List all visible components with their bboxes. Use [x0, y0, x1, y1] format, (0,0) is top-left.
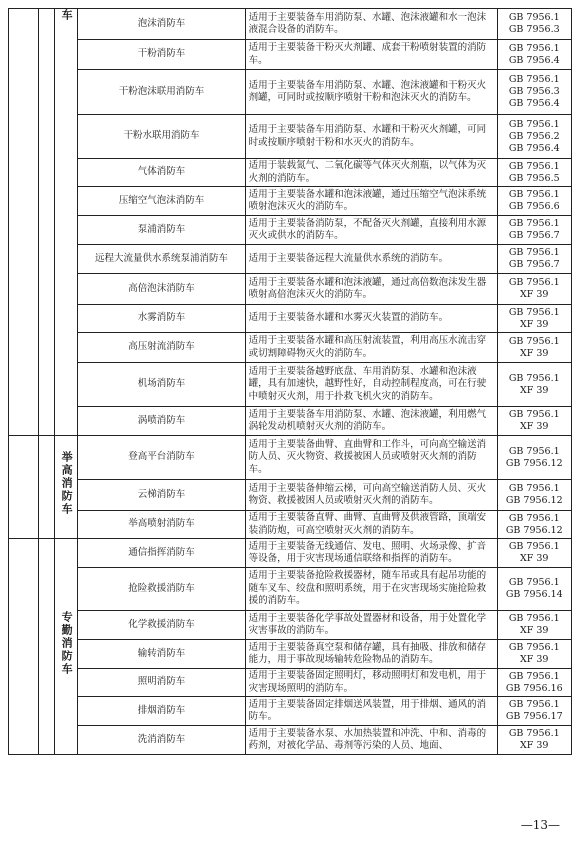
table-row: [9, 159, 572, 187]
standard-cell: [497, 187, 571, 216]
table-row: [9, 216, 572, 245]
standard-cell: [497, 480, 571, 511]
category-label: 车: [60, 9, 74, 22]
description-cell: 适用于主要装备干粉灭火剂罐、成套干粉喷射装置的消防车。: [245, 40, 497, 70]
standard-code: GB 7956.1: [508, 642, 560, 653]
standard-cell: [497, 697, 571, 726]
standard-code: XF 39: [520, 625, 549, 636]
standard-code: GB 7956.1: [508, 613, 560, 624]
blank-column-cell: [9, 9, 39, 436]
standard-code: GB 7956.1: [508, 306, 560, 318]
description-cell: 适用于主要装备越野底盘、车用消防泵、水罐和泡沫液罐，具有加速快，越野性好，自动控制程度高，可在行驶中喷射灭火剂，用于扑救飞机火灾的消防车。: [245, 363, 497, 407]
standard-cell: [497, 436, 571, 480]
vehicle-name-cell: 泡沫消防车: [78, 9, 245, 40]
standard-code: XF 39: [520, 654, 549, 665]
vehicle-name-cell: 远程大流量供水系统泵浦消防车: [78, 245, 245, 274]
blank-column-cell: [9, 436, 39, 539]
table-row: [9, 333, 572, 363]
standard-code: GB 7956.1: [508, 277, 560, 288]
vehicle-name-cell: 照明消防车: [78, 669, 245, 697]
table-row: [9, 70, 572, 115]
blank-column-cell: [38, 436, 54, 539]
standard-code: GB 7956.3: [508, 86, 560, 97]
standard-code: GB 7956.4: [508, 142, 560, 154]
table-row: [9, 115, 572, 159]
vehicle-name-cell: 干粉消防车: [78, 40, 245, 70]
description-cell: 适用于主要装备抢险救援器材，随车吊或具有起吊功能的随车叉车、绞盘和照明系统，用于在灾害现场实施抢险救援的消防车。: [245, 568, 497, 611]
description-cell: 适用于主要装备水罐和高压射流装置，利用高压水流击穿或切割障碍物灭火的消防车。: [245, 333, 497, 363]
vehicle-name-cell: 举高喷射消防车: [78, 511, 245, 539]
category-cell: [54, 9, 77, 436]
standard-cell: [497, 305, 571, 333]
standard-code: GB 7956.12: [505, 457, 563, 469]
table-row: [9, 539, 572, 568]
standard-code: GB 7956.14: [505, 589, 563, 600]
standard-code: GB 7956.1: [508, 577, 560, 588]
vehicle-name-cell: 输转消防车: [78, 640, 245, 669]
vehicle-name-cell: 高倍泡沫消防车: [78, 274, 245, 305]
standard-code: GB 7956.17: [505, 711, 563, 722]
description-cell: 适用于主要装备消防泵，不配备灭火剂罐，直接利用水源灭火或供水的消防车。: [245, 216, 497, 245]
description-cell: 适用于主要装备车用消防泵、水罐、泡沫液罐和干粉灭火剂罐，可同时或按顺序喷射干粉和泡沫灭火的消防车。: [245, 70, 497, 115]
table-row: [9, 611, 572, 640]
vehicle-name-cell: 登高平台消防车: [78, 436, 245, 480]
description-cell: 适用于主要装备直臂、曲臂、直曲臂及供液管路，顶端安装消防炮，可高空喷射灭火剂的消防车。: [245, 511, 497, 539]
standard-code: GB 7956.1: [508, 372, 560, 384]
vehicle-name-cell: 排烟消防车: [78, 697, 245, 726]
vehicle-name-cell: 泵浦消防车: [78, 216, 245, 245]
standard-code: XF 39: [520, 318, 549, 330]
table-row: [9, 669, 572, 697]
vehicle-name-cell: 抢险救援消防车: [78, 568, 245, 611]
description-cell: 适用于主要装备化学事故处置器材和设备，用于处置化学灾害事故的消防车。: [245, 611, 497, 640]
standard-cell: [497, 363, 571, 407]
category-label: 举高消防车: [60, 451, 74, 516]
standard-cell: [497, 669, 571, 697]
vehicle-name-cell: 机场消防车: [78, 363, 245, 407]
standard-code: GB 7956.1: [508, 74, 560, 85]
description-cell: 适用于装载氮气、二氧化碳等气体灭火剂瓶，以气体为灭火剂的消防车。: [245, 159, 497, 187]
vehicle-name-cell: 水雾消防车: [78, 305, 245, 333]
standard-code: GB 7956.1: [508, 483, 560, 494]
table-row: [9, 187, 572, 216]
standard-code: XF 39: [520, 740, 549, 751]
table-row: [9, 9, 572, 40]
standard-code: GB 7956.12: [505, 524, 563, 536]
blank-column-cell: [9, 539, 39, 755]
standard-code: GB 7956.1: [508, 699, 560, 710]
standard-code: GB 7956.1: [508, 670, 560, 682]
standard-code: GB 7956.1: [508, 160, 560, 172]
standard-cell: [497, 216, 571, 245]
standard-code: XF 39: [520, 347, 549, 359]
standard-cell: [497, 159, 571, 187]
standard-cell: [497, 407, 571, 436]
table-row: [9, 274, 572, 305]
standard-code: GB 7956.16: [505, 682, 563, 694]
category-cell: [54, 539, 77, 755]
description-cell: 适用于主要装备车用消防泵、水罐、泡沫液罐，利用燃气涡轮发动机喷射灭火剂的消防车。: [245, 407, 497, 436]
standard-code: XF 39: [520, 421, 549, 432]
standard-code: GB 7956.5: [508, 172, 560, 184]
standard-code: XF 39: [520, 289, 549, 300]
blank-column-cell: [38, 539, 54, 755]
standard-cell: [497, 511, 571, 539]
table-body: [9, 9, 572, 755]
description-cell: 适用于主要装备伸缩云梯，可向高空输送消防人员、灭火物资、救援被困人员或喷射灭火剂的消防车。: [245, 480, 497, 511]
vehicle-name-cell: 气体消防车: [78, 159, 245, 187]
vehicle-name-cell: 通信指挥消防车: [78, 539, 245, 568]
standard-code: GB 7956.1: [508, 12, 560, 23]
vehicle-name-cell: 干粉泡沫联用消防车: [78, 70, 245, 115]
description-cell: 适用于主要装备车用消防泵、水罐、泡沫液罐和水一泡沫液混合设备的消防车。: [245, 9, 497, 40]
standard-code: GB 7956.2: [508, 130, 560, 142]
description-cell: 适用于主要装备固定排烟送风装置，用于排烟、通风的消防车。: [245, 697, 497, 726]
table-row: [9, 480, 572, 511]
standard-cell: [497, 611, 571, 640]
description-cell: 适用于主要装备曲臂、直曲臂和工作斗，可向高空输送消防人员、灭火物资、救援被困人员或喷射灭火剂的消防车。: [245, 436, 497, 480]
description-cell: 适用于主要装备水罐和水雾灭火装置的消防车。: [245, 305, 497, 333]
standard-code: GB 7956.1: [508, 218, 560, 229]
description-cell: 适用于主要装备无线通信、发电、照明、火场录像、扩音等设备，用于灾害现场通信联络和指挥的消防车。: [245, 539, 497, 568]
vehicle-name-cell: 云梯消防车: [78, 480, 245, 511]
standard-code: GB 7956.1: [508, 118, 560, 130]
description-cell: 适用于主要装备水罐和泡沫液罐，通过高倍数泡沫发生器喷射高倍泡沫灭火的消防车。: [245, 274, 497, 305]
standard-code: GB 7956.7: [508, 230, 560, 241]
standard-code: GB 7956.1: [508, 335, 560, 347]
standard-cell: [497, 274, 571, 305]
standard-code: GB 7956.4: [508, 98, 560, 109]
standard-code: XF 39: [520, 553, 549, 564]
standard-code: GB 7956.3: [508, 24, 560, 35]
standard-cell: [497, 245, 571, 274]
table-row: [9, 305, 572, 333]
table-row: [9, 726, 572, 755]
standard-cell: [497, 333, 571, 363]
standard-code: GB 7956.1: [508, 728, 560, 739]
standard-code: GB 7956.1: [508, 512, 560, 524]
standard-code: GB 7956.1: [508, 189, 560, 200]
vehicle-name-cell: 化学救援消防车: [78, 611, 245, 640]
vehicle-name-cell: 干粉水联用消防车: [78, 115, 245, 159]
blank-column-cell: [38, 9, 54, 436]
description-cell: 适用于主要装备水泵、水加热装置和冲洗、中和、消毒的药剂，对被化学品、毒剂等污染的人员、地面、: [245, 726, 497, 755]
table-row: [9, 640, 572, 669]
standard-cell: [497, 70, 571, 115]
category-cell: [54, 436, 77, 539]
description-cell: 适用于主要装备水罐和泡沫液罐，通过压缩空气泡沫系统喷射泡沫灭火的消防车。: [245, 187, 497, 216]
standard-code: GB 7956.1: [508, 541, 560, 552]
page-number: —13—: [520, 818, 560, 832]
standard-cell: [497, 640, 571, 669]
description-cell: 适用于主要装备车用消防泵、水罐和干粉灭火剂罐，可同时或按顺序喷射干粉和水灭火的消防车。: [245, 115, 497, 159]
vehicle-name-cell: 压缩空气泡沫消防车: [78, 187, 245, 216]
standard-code: XF 39: [520, 384, 549, 396]
table-row: [9, 436, 572, 480]
table-row: [9, 568, 572, 611]
standard-code: GB 7956.4: [508, 54, 560, 66]
vehicle-name-cell: 高压射流消防车: [78, 333, 245, 363]
description-cell: 适用于主要装备固定照明灯，移动照明灯和发电机，用于灾害现场照明的消防车。: [245, 669, 497, 697]
category-label: 专勤消防车: [60, 610, 74, 676]
description-cell: 适用于主要装备远程大流量供水系统的消防车。: [245, 245, 497, 274]
table-row: [9, 407, 572, 436]
standard-code: GB 7956.1: [508, 445, 560, 457]
standard-cell: [497, 539, 571, 568]
vehicle-name-cell: 洗消消防车: [78, 726, 245, 755]
table-row: [9, 245, 572, 274]
standard-cell: [497, 40, 571, 70]
description-cell: 适用于主要装备真空泵和储存罐，具有抽吸、排放和储存能力，用于事故现场输转危险物品的消防车。: [245, 640, 497, 669]
standard-code: GB 7956.12: [505, 495, 563, 506]
table-row: [9, 363, 572, 407]
vehicle-standards-table: [8, 8, 572, 755]
standard-cell: [497, 9, 571, 40]
standard-cell: [497, 568, 571, 611]
table-row: [9, 511, 572, 539]
vehicle-name-cell: 涡喷消防车: [78, 407, 245, 436]
standard-code: GB 7956.6: [508, 201, 560, 212]
standard-code: GB 7956.7: [508, 259, 560, 270]
table-row: [9, 697, 572, 726]
table-row: [9, 40, 572, 70]
standard-code: GB 7956.1: [508, 409, 560, 420]
standard-code: GB 7956.1: [508, 247, 560, 258]
standard-code: GB 7956.1: [508, 42, 560, 54]
standard-cell: [497, 115, 571, 159]
standard-cell: [497, 726, 571, 755]
